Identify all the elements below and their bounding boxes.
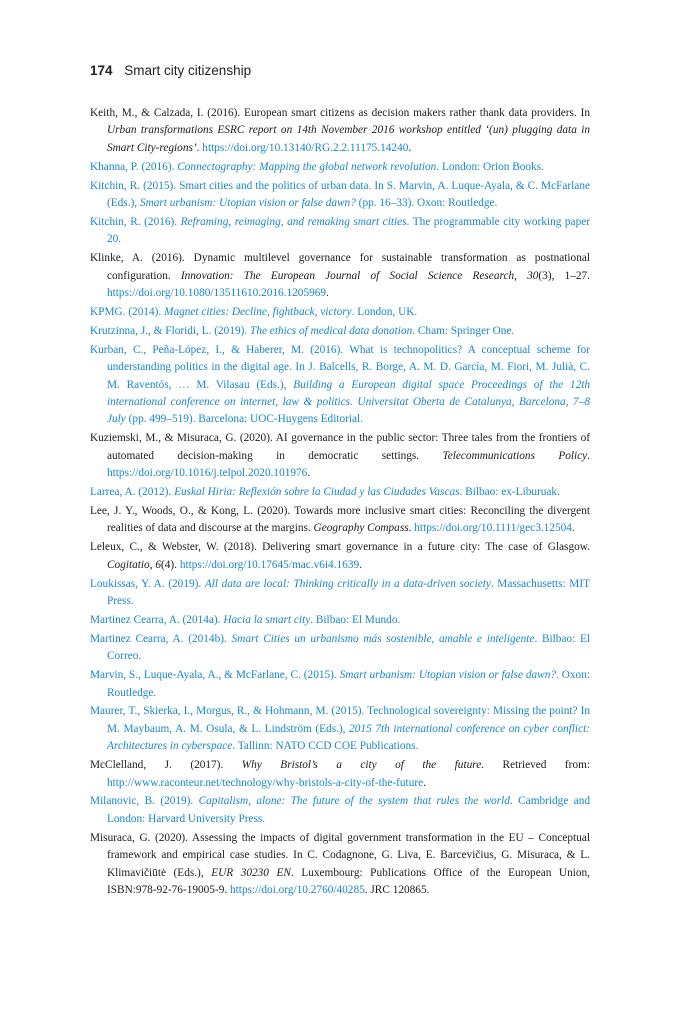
reference-text: . London, UK. (351, 305, 418, 318)
reference-text: . (408, 141, 412, 154)
reference-text: . (307, 467, 311, 480)
reference-text: Kuziemski, M., & Misuraca, G. (2020). AI governance in the public sector: Three tales from the frontiers of automated decision-making in democratic settings. (90, 432, 590, 462)
reference-entry (90, 703, 590, 755)
reference-text: Kurban, C., Peña-López, I., & Haberer, M. (2016). What is technopolitics? A conceptual scheme for understanding politics in the digital age. In J. Balcells, R. Borge, A. M. D. García, M. Fiori, M. Julià, C. M. Raventós, … M. Vilasau (Eds.), (90, 343, 590, 391)
reference-text: . Tallinn: NATO CCD COE Publications. (232, 740, 419, 753)
reference-title: Smart urbanism: Utopian vision or false dawn? (139, 197, 356, 210)
reference-text: Marvin, S., Luque-Ayala, A., & McFarlane, C. (2015). (90, 669, 340, 682)
reference-text: . Luxembourg: Publications Office of the European Union, ISBN:978-92-76-19005-9. (107, 866, 590, 896)
reference-text: Kitchin, R. (2015). Smart cities and the politics of urban data. In S. Marvin, A. Luque-Ayala, & C. McFarlane (Eds.), (90, 179, 590, 210)
reference-text: KPMG. (2014). (90, 305, 165, 318)
reference-link[interactable]: https://doi.org/10.13140/RG.2.2.11175.14240 (202, 141, 409, 154)
reference-text: . Bilbao: El Correo. (107, 632, 591, 663)
reference-title: EUR 30230 EN (211, 866, 291, 879)
reference-entry (90, 503, 590, 538)
reference-title: Building a European digital space Proceedings of the 12th international conference on internet, law & politics. Universitat Oberta de Catalunya, Barcelona, 7–8 July (107, 378, 591, 426)
reference-text: Kitchin, R. (2016). (90, 215, 181, 228)
reference-title: Euskal Hiria: Reflexión sobre la Ciudad y las Ciudades Vascas (174, 486, 460, 499)
reference-text: Milanovic, B. (2019). (90, 795, 199, 808)
reference-title: Why Bristol’s a city of the future (241, 759, 482, 772)
reference-text: Krutzinna, J., & Floridi, L. (2019). (90, 324, 251, 337)
reference-entry (90, 214, 590, 249)
running-title: Smart city citizenship (124, 63, 252, 78)
reference-title: Urban transformations ESRC report on 14th November 2016 workshop entitled ‘(un) plugging data in Smart City-regions’ (107, 124, 590, 154)
reference-text: . London: Orion Books. (436, 160, 544, 173)
reference-title: Smart urbanism: Utopian vision or false dawn? (339, 669, 557, 682)
reference-entry (90, 484, 590, 501)
reference-title: 30 (527, 269, 539, 282)
page-number: 174 (90, 63, 113, 78)
reference-entry (90, 830, 590, 900)
reference-text: . The programmable city working paper 20. (107, 215, 590, 246)
reference-title: 6 (155, 558, 161, 571)
reference-text: Leleux, C., & Webster, W. (2018). Delivering smart governance in a future city: The case of Glasgow. (90, 541, 590, 554)
reference-text: (pp. 16–33). Oxon: Routledge. (355, 197, 498, 210)
reference-link[interactable]: https://doi.org/10.17645/mac.v6i4.1639 (179, 558, 360, 571)
reference-text: . JRC 120865. (364, 883, 430, 896)
reference-entry (90, 576, 590, 611)
reference-entry (90, 304, 590, 321)
reference-title: Hacia la smart city (223, 613, 311, 626)
reference-text: (3), 1–27. (538, 269, 590, 282)
reference-text: . Retrieved from: (481, 759, 591, 772)
reference-title: Connectography: Mapping the global network revolution (177, 160, 437, 173)
reference-text: . (571, 522, 575, 535)
reference-entry (90, 105, 590, 157)
reference-text: Lee, J. Y., Woods, O., & Kong, L. (2020). Towards more inclusive smart cities: Reconciling the divergent realities of data and discourse at the margins. (90, 504, 590, 535)
reference-text: Keith, M., & Calzada, I. (2016). European smart citizens as decision makers rather thank data providers. In (90, 107, 590, 119)
reference-entry (90, 178, 590, 213)
reference-title: 2015 7th international conference on cyber conflict: Architectures in cyberspace (107, 722, 590, 753)
reference-title: Reframing, reimaging, and remaking smart cities (180, 215, 407, 228)
reference-text: . (408, 522, 415, 535)
reference-entry (90, 631, 590, 666)
reference-entry (90, 323, 590, 340)
reference-entry (90, 159, 590, 176)
reference-text: . Cham: Springer One. (412, 324, 515, 337)
reference-text: Klinke, A. (2016). Dynamic multilevel governance for sustainable transformation as postnational configuration. (90, 252, 590, 282)
reference-title: Magnet cities: Decline, fightback, victory (164, 305, 352, 318)
reference-text: . (326, 287, 329, 300)
reference-title: Telecommunications Policy (442, 449, 588, 462)
reference-text: , (149, 558, 156, 571)
reference-entry (90, 612, 590, 629)
running-header (90, 63, 251, 78)
reference-text: . (587, 449, 591, 462)
reference-link[interactable]: https://doi.org/10.1016/j.telpol.2020.101976 (107, 467, 308, 480)
reference-text: . Bilbao: El Mundo. (310, 613, 401, 626)
reference-text: Misuraca, G. (2020). Assessing the impacts of digital government transformation in the EU – Conceptual framework and empirical case studies. In C. Codagnone, G. Liva, E. Barcevičius, G. Misuraca, & L. Klimavičiūtė (Eds.), (90, 831, 590, 879)
reference-entry (90, 757, 590, 792)
reference-entry (90, 342, 590, 429)
reference-link[interactable]: https://doi.org/10.2760/40285 (230, 883, 365, 896)
reference-title: Geography Compass (313, 522, 409, 535)
reference-text: . Bilbao: ex-Liburuak. (459, 486, 560, 499)
reference-text: . Oxon: Routledge. (107, 669, 590, 699)
reference-link[interactable]: http://www.raconteur.net/technology/why-bristols-a-city-of-the-future (107, 776, 424, 789)
reference-text: (pp. 499–519). Barcelona: UOC-Huygens Editorial. (125, 413, 364, 426)
reference-text: , (514, 269, 528, 282)
reference-entry (90, 430, 590, 482)
reference-entry (90, 667, 590, 702)
reference-text: . (196, 141, 203, 154)
reference-title: Capitalism, alone: The future of the system that rules the world (198, 795, 510, 808)
reference-title: Cogitatio (107, 558, 150, 571)
reference-text: Maurer, T., Skierka, I., Morgus, R., & Hohmann, M. (2015). Technological sovereignty: Missing the point? In M. Maybaum, A. M. Osula, & L. Lindström (Eds.), (90, 705, 590, 735)
reference-text: (4). (161, 558, 180, 571)
reference-title: All data are local: Thinking critically in a data-driven society (204, 577, 491, 590)
reference-text: Martinez Cearra, A. (2014b). (90, 632, 232, 645)
reference-text: Khanna, P. (2016). (90, 160, 178, 173)
reference-title: Innovation: The European Journal of Social Science Research (180, 269, 515, 282)
reference-list (90, 105, 590, 901)
reference-text: . Massachusetts: MIT Press. (107, 577, 590, 607)
reference-text: Larrea, A. (2012). (90, 486, 175, 499)
reference-text: Loukissas, Y. A. (2019). (90, 577, 205, 590)
reference-title: Smart Cities un urbanismo más sostenible, amable e inteligente (231, 632, 535, 645)
reference-link[interactable]: https://doi.org/10.1080/13511610.2016.1205969 (107, 287, 327, 300)
reference-text: McClelland, J. (2017). (90, 759, 242, 772)
reference-entry (90, 793, 590, 828)
reference-entry (90, 250, 590, 302)
reference-link[interactable]: https://doi.org/10.1111/gec3.12504 (414, 522, 572, 535)
reference-title: The ethics of medical data donation (250, 324, 413, 337)
reference-entry (90, 539, 590, 574)
reference-text: . (359, 558, 362, 571)
reference-text: Martinez Cearra, A. (2014a). (90, 613, 224, 626)
reference-text: . Cambridge and London: Harvard University Press. (107, 795, 591, 825)
reference-text: . (423, 776, 426, 789)
